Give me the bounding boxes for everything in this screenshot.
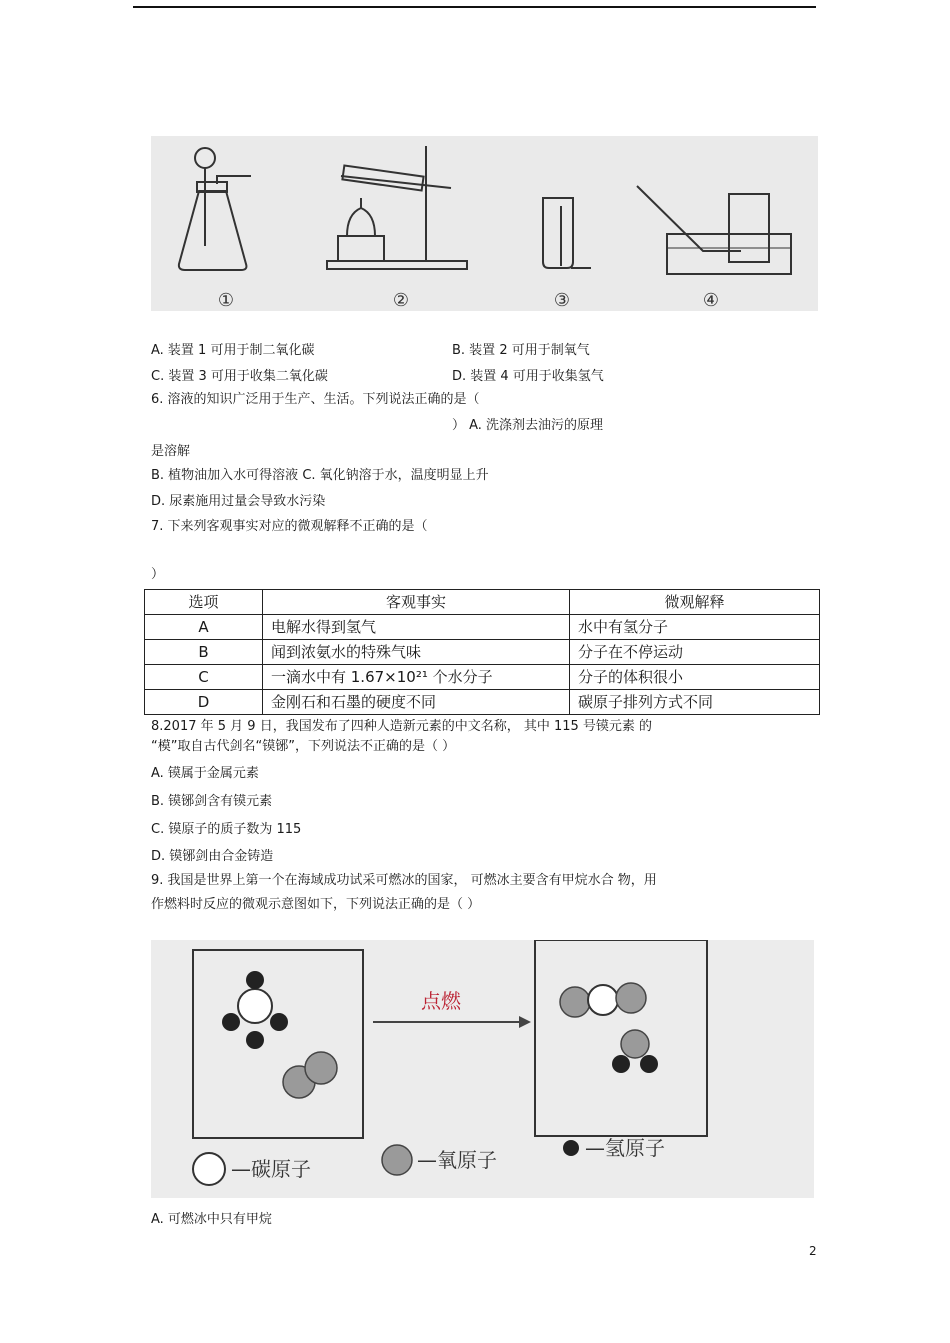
table-cell-explanation: 碳原子排列方式不同 — [570, 690, 820, 715]
q8-option-d: D. 镆铘剑由合金铸造 — [151, 849, 274, 864]
apparatus-label-3: ③ — [553, 290, 571, 311]
table-cell-fact: 闻到浓氨水的特殊气味 — [263, 640, 570, 665]
legend-carbon-label: —碳原子 — [231, 1157, 311, 1181]
reaction-diagram — [151, 940, 814, 1198]
table-cell-option: C — [145, 665, 263, 690]
table-row — [145, 615, 820, 640]
table-cell-fact: 电解水得到氢气 — [263, 615, 570, 640]
legend-hydrogen-label: —氢原子 — [585, 1136, 665, 1160]
q8-option-c: C. 镆原子的质子数为 115 — [151, 822, 302, 837]
apparatus-label-1: ① — [217, 290, 235, 311]
q8-line1: 8.2017 年 5 月 9 日，我国发布了四种人造新元素的中文名称， 其中 115 号镆元素 的 — [151, 719, 653, 734]
q9-option-a: A. 可燃冰中只有甲烷 — [151, 1212, 272, 1227]
table-cell-option: A — [145, 615, 263, 640]
q7-stem: 7. 下来列客观事实对应的微观解释不正确的是（ — [151, 519, 428, 534]
table-header: 客观事实 — [263, 590, 570, 615]
table-header-row — [145, 590, 820, 615]
header-rule — [133, 6, 816, 8]
q7-table — [144, 589, 820, 715]
table-row — [145, 690, 820, 715]
table-cell-explanation: 水中有氢分子 — [570, 615, 820, 640]
q8-option-b: B. 镆铘剑含有镆元素 — [151, 794, 273, 809]
apparatus-label-2: ② — [392, 290, 410, 311]
q6-line2: ） A. 洗涤剂去油污的原理 — [452, 418, 604, 433]
table-cell-explanation: 分子在不停运动 — [570, 640, 820, 665]
legend-oxygen-label: —氧原子 — [417, 1148, 497, 1172]
q8-line2: “模”取自古代剑名“镆铘”，下列说法不正确的是（ ） — [151, 739, 456, 754]
table-header: 选项 — [145, 590, 263, 615]
q6-line3: 是溶解 — [151, 444, 191, 459]
q5-option-d: D. 装置 4 可用于收集氢气 — [452, 369, 604, 384]
q7-close-paren: ） — [151, 567, 165, 582]
table-row — [145, 640, 820, 665]
q5-option-c: C. 装置 3 可用于收集二氧化碳 — [151, 369, 328, 384]
table-cell-fact: 一滴水中有 1.67×10²¹ 个水分子 — [263, 665, 570, 690]
table-cell-option: D — [145, 690, 263, 715]
page-number: 2 — [809, 1244, 817, 1258]
q6-line5: D. 尿素施用过量会导致水污染 — [151, 494, 326, 509]
q6-line4: B. 植物油加入水可得溶液 C. 氧化钠溶于水，温度明显上升 — [151, 468, 489, 483]
table-cell-fact: 金刚石和石墨的硬度不同 — [263, 690, 570, 715]
q6-stem: 6. 溶液的知识广泛用于生产、生活。下列说法正确的是（ — [151, 392, 480, 407]
table-header: 微观解释 — [570, 590, 820, 615]
q8-option-a: A. 镆属于金属元素 — [151, 766, 259, 781]
q5-option-a: A. 装置 1 可用于制二氧化碳 — [151, 343, 315, 358]
arrow-label-ignite: 点燃 — [421, 989, 461, 1013]
table-cell-option: B — [145, 640, 263, 665]
q9-line1: 9. 我国是世界上第一个在海域成功试采可燃冰的国家， 可燃冰主要含有甲烷水合 物，用 — [151, 873, 657, 888]
table-cell-explanation: 分子的体积很小 — [570, 665, 820, 690]
q5-option-b: B. 装置 2 可用于制氧气 — [452, 343, 590, 358]
apparatus-label-4: ④ — [702, 290, 720, 311]
apparatus-figure — [151, 136, 818, 311]
table-row — [145, 665, 820, 690]
q9-line2: 作燃料时反应的微观示意图如下，下列说法正确的是（ ） — [151, 897, 481, 912]
